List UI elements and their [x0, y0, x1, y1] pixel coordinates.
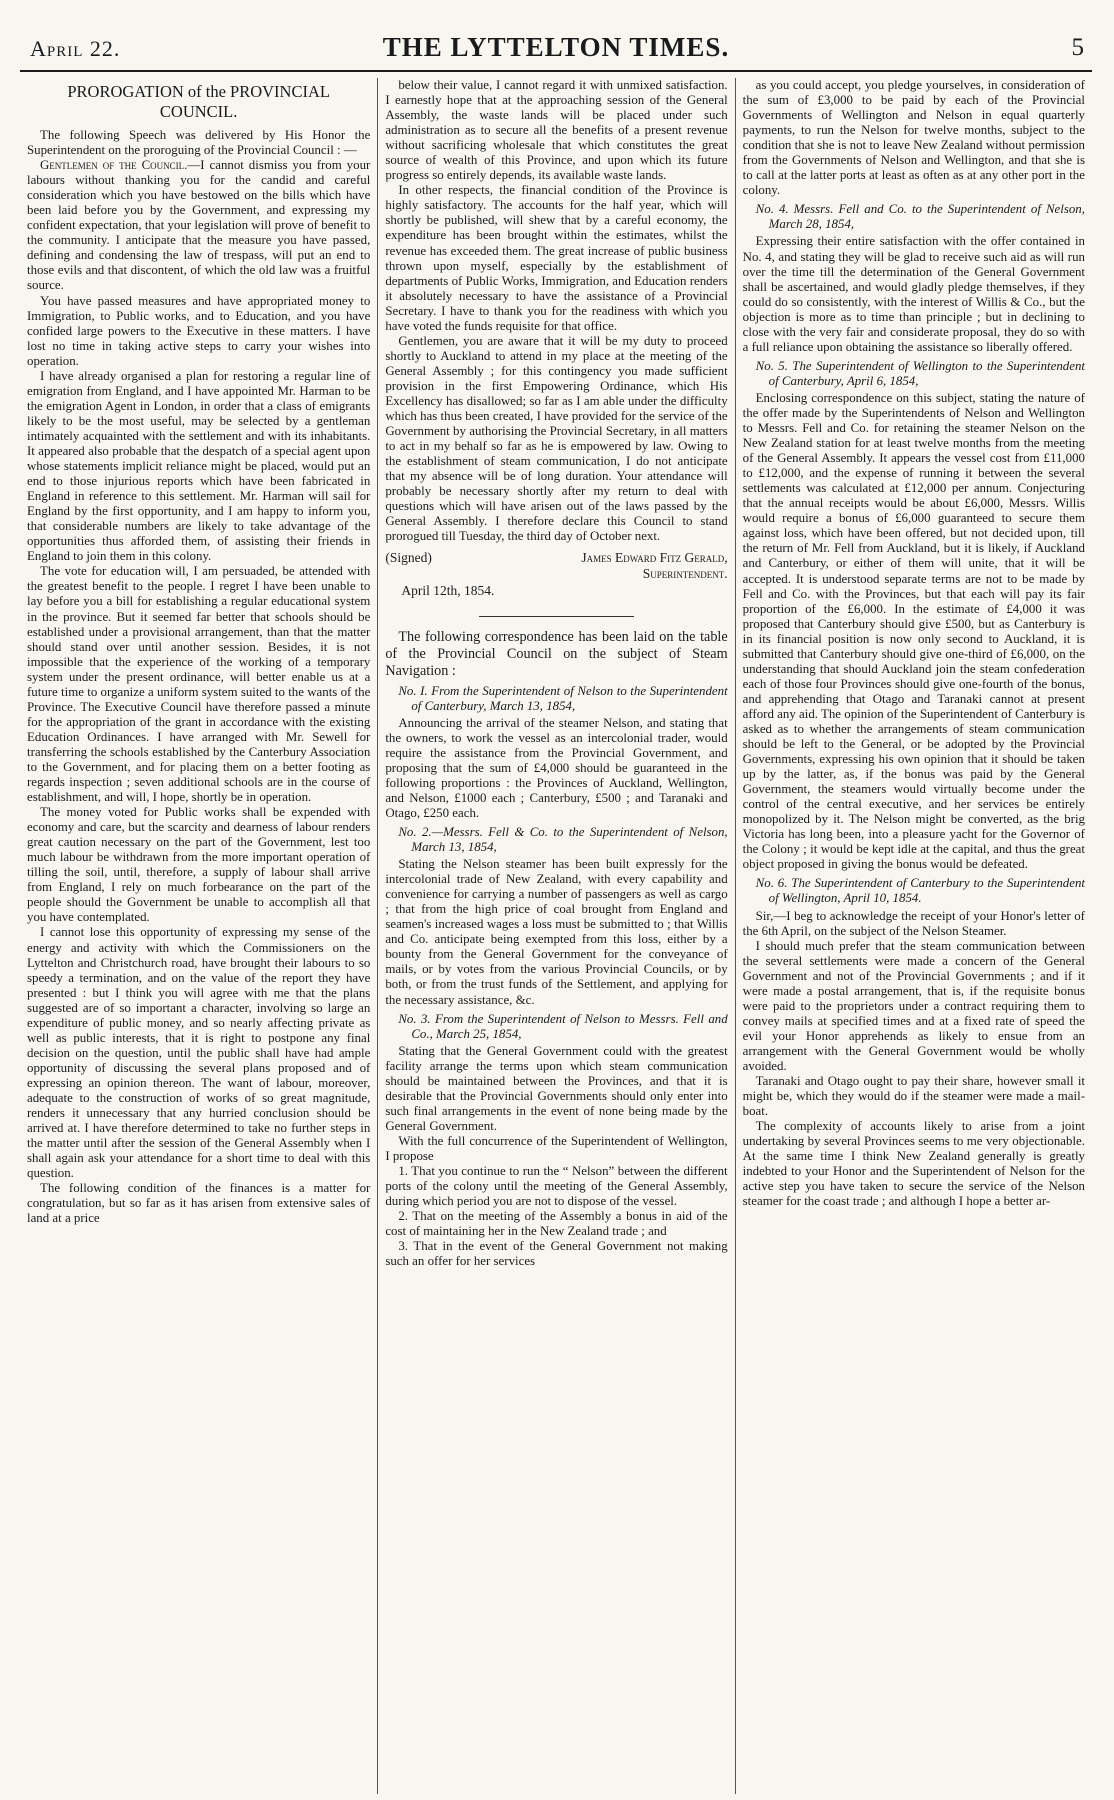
paragraph: With the full concurrence of the Superintendent of Wellington, I propose: [385, 1133, 728, 1163]
salutation: Gentlemen of the Council.: [40, 158, 188, 173]
paragraph: The money voted for Public works shall be expended with economy and care, but the scarcity and dearness of labour renders great caution necessary on the part of the Government, lest too much labour be withdrawn from the more important operation of tilling the soil, until, therefore, a supply of labour shall arrive from England, I rely on much forbearance on the part of the people should the Government be unable to accomplish all that you have contemplated.: [27, 805, 371, 925]
paragraph: 2. That on the meeting of the Assembly a bonus in aid of the cost of maintaining her in the New Zealand trade ; and: [385, 1209, 728, 1239]
newspaper-title: THE LYTTELTON TIMES.: [382, 32, 730, 62]
signature-block: [385, 550, 727, 580]
section-divider: [479, 616, 633, 617]
letter-heading: No. 4. Messrs. Fell and Co. to the Superintendent of Nelson, March 28, 1854,: [755, 202, 1085, 232]
paragraph: The complexity of accounts likely to arise from a joint undertaking by several Provinces seems to me very objectionable. At the same time I think New Zealand generally is greatly indebted to your Honor and the Superintendent of Nelson for the active step you have taken to secure the service of the Nelson steamer for the coast trade ; and although I hope a better ar-: [742, 1119, 1085, 1209]
letter-heading: No. 6. The Superintendent of Canterbury to the Superintendent of Wellington, April 10, 1854.: [755, 876, 1085, 906]
paragraph: I cannot lose this opportunity of expressing my sense of the energy and activity with which the Commissioners on the Lyttelton and Christchurch road, have brought their labours to so speedy a termination, and on the value of the report they have presented : but I think you will agree with me that the plans suggested are of so important a character, involving so large an expenditure of public money, and so nearly affecting private as well as public interests, that it is right to postpone any final decision on the question, until the public shall have had ample opportunity of discussing the several plans proposed and of expressing an opinion thereon. The want of labour, moreover, adequate to the construction of works of so great magnitude, renders it unnecessary that any hurried conclusion should be arrived at. I have therefore determined to take no further steps in the matter until after the session of the General Assembly when I shall again ask your attendance for a short time to deal with this question.: [27, 925, 371, 1181]
paragraph: The vote for education will, I am persuaded, be attended with the greatest benefit to the people. I regret I have been unable to lay before you a bill for establishing a regular educational system in the province. But it seemed far better that schools should be established under a provisional arrangement, than that the matter should stand over until another session. Besides, it is not impossible that the experience of the working of a temporary system under the present ordinance, will better enable us at a future time to organize a uniform system suited to the wants of the Province. The Executive Council have therefore passed a minute for the appropriation of the grant in accordance with the existing Education Ordinances. I have arranged with Mr. Sewell for transferring the schools established by the Canterbury Association to the Government, and for placing them on a better footing as regards inspection ; seven additional schools are in the course of establishment, and will, I hope, shortly be in operation.: [27, 564, 371, 805]
letter-heading: No. 3. From the Superintendent of Nelson to Messrs. Fell and Co., March 25, 1854,: [398, 1011, 728, 1041]
paragraph: Sir,—I beg to acknowledge the receipt of your Honor's letter of the 6th April, on the subject of the Nelson Steamer.: [742, 908, 1085, 938]
issue-date: April 22.: [30, 36, 121, 61]
column-2: [377, 78, 734, 1794]
paragraph: Enclosing correspondence on this subject, stating the nature of the offer made by the Superintendents of Nelson and Wellington to Messrs. Fell and Co. for retaining the steamer Nelson on the New Zealand station for at least twelve months from the meeting of the General Assembly. It appears the vessel cost from £11,000 to £12,000, and the expense of running it between the several settlements was calculated at £12,000 per annum. Conjecturing that the annual receipts would be about £6,000, Messrs. Willis would require a bonus of £6,000 guaranteed to secure them against loss, which have been offered, but not decided upon, till the return of Mr. Fell from Auckland, but it is likely, if Auckland and Canterbury, or either of them will unite, that it will be accepted. It is understood separate terms are not to be made by Fell and Co. with the Provinces, but that each will pay its fair proportion of the £6,000. In the estimate of £4,000 it was proposed that Canterbury should give £500, but as Canterbury is in its financial position is now only second to Auckland, it is submitted that Canterbury should give one-third of £6,000, on the understanding that should Auckland join the steam confederation each of those four Provinces should give one-fourth of the bonus, and apprehending that Otago and Taranaki cannot at present afford any aid. The opinion of the Superintendent of Canterbury is asked as to whether the arrangements of steam communication should be left to the General, or be adopted by the Provincial Governments, expressing his own opinion that it should be taken up by the latter, as, if the bonus was paid by the General Government, the steamers would virtually become under the control of the central executive, and her services be entirely monopolized by it. The Nelson might be converted, as the brig Victoria has long been, into a pleasure yacht for the Governor of the Colony ; it would be kept idle at the capital, and thus the great object proposed in giving the bonus would be defeated.: [742, 390, 1085, 872]
paragraph: The following condition of the finances is a matter for congratulation, but so far as it has arisen from extensive sales of land at a price: [27, 1181, 371, 1226]
speech-intro: The following Speech was delivered by His Honor the Superintendent on the proroguing of the Provincial Council : —: [27, 128, 371, 158]
paragraph: 1. That you continue to run the “ Nelson” between the different ports of the colony until the meeting of the General Assembly, during which period you are not to dispose of the vessel.: [385, 1164, 728, 1209]
column-3: [735, 78, 1092, 1794]
article-columns: [20, 78, 1092, 1794]
letter-heading: No. 5. The Superintendent of Wellington to the Superintendent of Canterbury, April 6, 1854,: [755, 358, 1085, 388]
paragraph: 3. That in the event of the General Government not making such an offer for her services: [385, 1239, 728, 1269]
paragraph: Stating that the General Government could with the greatest facility arrange the terms upon which steam communication should be maintained between the Provinces, and that it is desirable that the Provincial Governments should only enter into such final arrangements in the event of none being made by the General Government.: [385, 1043, 728, 1133]
paragraph: I have already organised a plan for restoring a regular line of emigration from England, and I have appointed Mr. Harman to be the emigration Agent in London, in order that a class of emigrants likely to be the most useful, may be selected by a gentleman intimately acquainted with the settlement and with its inhabitants. It appeared also probable that the despatch of a special agent upon whose statements implicit reliance might be placed, would put an end to those injurious reports which have been fabricated in England in reference to this settlement. Mr. Harman will sail for England by the first opportunity, and I am happy to inform you, that considerable numbers are likely to take advantage of the opportunities thus afforded them, of assisting their friends in England to join them in this colony.: [27, 368, 371, 564]
paragraph: In other respects, the financial condition of the Province is highly satisfactory. The accounts for the half year, which will shortly be published, will shew that by a careful economy, the expenditure has been brought within the estimates, whilst the revenue has exceeded them. The great increase of public business thrown upon myself, especially by the establishment of departments of Public Works, Immigration, and Education renders it absolutely necessary to have the assistance of a Provincial Secretary. I have to thank you for the readiness with which you have voted the funds requisite for that office.: [385, 183, 728, 333]
paragraph: Stating the Nelson steamer has been built expressly for the intercolonial trade of New Zealand, with every capability and convenience for carrying a number of passengers as well as cargo ; that from the high price of coal brought from England and seamen's increased wages a loss must be submitted to ; that Willis and Co. anticipate being exempted from this loss, either by a bounty from the General Government for the conveyance of mails, or by votes from the various Provincial Councils, or by both, or from the trust funds of the Settlement, and applying for the necessary assistance, &c.: [385, 857, 728, 1007]
signer-name: James Edward Fitz Gerald,: [581, 550, 728, 566]
letter-heading: No. I. From the Superintendent of Nelson to the Superintendent of Canterbury, March 13, 1854,: [398, 683, 728, 713]
masthead: [20, 30, 1092, 72]
column-1: [20, 78, 377, 1794]
paragraph: Taranaki and Otago ought to pay their share, however small it might be, which they would do if the steamer were made a mail-boat.: [742, 1074, 1085, 1119]
paragraph: below their value, I cannot regard it with unmixed satisfaction. I earnestly hope that at the approaching session of the General Assembly, the waste lands will be placed under such administration as to secure all the benefits of a present revenue without sacrificing wholesale that which constitutes the great source of wealth of this Province, and upon which its future progress so entirely depends, its available waste lands.: [385, 78, 728, 183]
page-number: 5: [1071, 34, 1084, 61]
paragraph: [27, 158, 370, 293]
paragraph-text: —I cannot dismiss you from your labours without thanking you for the candid and careful consideration which you have bestowed on the bills which have been laid before you by the Government, and expressing my confident expectation, that your legislation will prove of benefit to the community. I anticipate that the measure you have passed, defining and condensing the law of trespass, will put an end to those evils and that discontent, of which the old law was a fruitful source.: [27, 158, 371, 293]
signed-label: (Signed): [385, 550, 432, 566]
paragraph: as you could accept, you pledge yourselves, in consideration of the sum of £3,000 to be paid by each of the Provincial Governments of Wellington and Nelson in equal quarterly payments, to run the Nelson for twelve months, subject to the condition that she is not to leave New Zealand without permission from the Governments of Nelson and Wellington, and that she is to call at the latter ports at least as often as at any other port in the colony.: [742, 78, 1085, 198]
signer-title: Superintendent.: [642, 565, 728, 581]
speech-date: April 12th, 1854.: [401, 582, 495, 598]
letter-heading: No. 2.—Messrs. Fell & Co. to the Superintendent of Nelson, March 13, 1854,: [398, 825, 728, 855]
correspondence-intro: The following correspondence has been laid on the table of the Provincial Council on the subject of Steam Navigation :: [385, 628, 728, 679]
paragraph: I should much prefer that the steam communication between the several settlements were made a concern of the General Government and not of the Provincial Governments ; and if it were made a postal arrangement, that is, if the requisite bonus were paid to the proprietors under a contract requiring them to convey mails at specified times and at a fixed rate of speed the evil your Honor apprehends as likely to ensue from an arrangement with the General Government would be wholly avoided.: [742, 938, 1085, 1073]
paragraph: Expressing their entire satisfaction with the offer contained in No. 4, and stating they will be glad to receive such aid as will run over the time till the determination of the General Government shall be ascertained, and would gladly pledge themselves, if they could do so consistently, with the interest of Willis & Co., but the objection is more as to time than principle ; but in declining to close with the very fair and considerate proposal, they do so with a full reliance upon obtaining the assistance so liberally offered.: [742, 234, 1085, 354]
paragraph: Announcing the arrival of the steamer Nelson, and stating that the owners, to work the vessel as an intercolonial trader, would require the assistance from the Provincial Government, and proposing that the sum of £4,000 should be guaranteed in the following proportions : the Provinces of Auckland, Wellington, and Nelson, £1000 each ; Canterbury, £500 ; and Taranaki and Otago, £250 each.: [385, 715, 728, 820]
signer: [581, 550, 727, 580]
article-title: PROROGATION of the PROVINCIAL COUNCIL.: [67, 82, 330, 121]
paragraph: Gentlemen, you are aware that it will be my duty to proceed shortly to Auckland to attend in my place at the meeting of the General Assembly ; for this contingency you made sufficient provision in the first Empowering Ordinance, which His Excellency has disallowed; so far as I am able under the difficulty which has thus been created, I have provided for the service of the Government by authorising the Provincial Secretary, in all matters to act in my behalf so far as he is empowered by law. Owing to the establishment of steam communication, I do not anticipate that my absence will be of long duration. Your attendance will probably be necessary shortly after my return to deal with questions which will have arisen out of the laws passed by the General Assembly. I therefore declare this Council to stand prorogued till Tuesday, the third day of October next.: [385, 333, 728, 544]
paragraph: You have passed measures and have appropriated money to Immigration, to Public works, and to Education, and you have confided large powers to the Executive in these matters. I have lost no time in taking active steps to carry your wishes into operation.: [27, 293, 371, 368]
